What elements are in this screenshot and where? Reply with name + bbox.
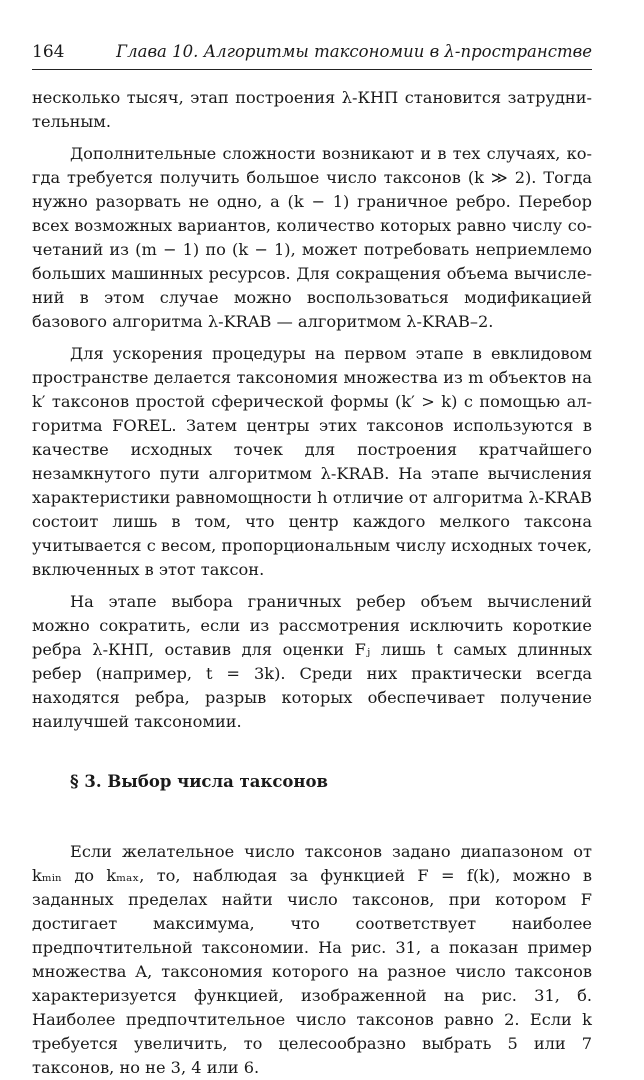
paragraph-continued: несколько тысяч, этап построения λ-КНП становится затруднительным. (32, 88, 592, 131)
page-header (32, 42, 592, 70)
paragraph: Дополнительные сложности возникают и в тех случаях, когда требуется получить большое число таксонов (k ≫ 2). Тогда нужно разорвать не одно, а (k − 1) граничное ребро. Перебор всех возможных вариантов, количество которых равно числу сочетаний из (m − 1) по (k − 1), может потребовать неприемлемо больших машинных ресурсов. Для сокращения объема вычислений в этом случае можно воспользоваться модификацией базового алгоритма λ-KRAB — алгоритмом λ-KRAB–2. (32, 144, 592, 331)
page-number: 164 (32, 42, 65, 62)
section-heading: § 3. Выбор числа таксонов (70, 772, 328, 791)
body-text (32, 86, 592, 1080)
paragraph: Для ускорения процедуры на первом этапе в евклидовом пространстве делается таксономия множества из m объектов на k′ таксонов простой сферической формы (k′ > k) с помощью алгоритма FOREL. Затем центры этих таксонов используются в качестве исходных точек для построения кратчайшего незамкнутого пути алгоритмом λ-KRAB. На этапе вычисления характеристики равномощности h отличие от алгоритма λ-KRAB состоит лишь в том, что центр каждого мелкого таксона учитывается с весом, пропорциональным числу исходных точек, включенных в этот таксон. (32, 344, 592, 579)
running-title: Глава 10. Алгоритмы таксономии в λ-пространстве (116, 42, 592, 61)
book-page (32, 42, 592, 1080)
paragraph: На этапе выбора граничных ребер объем вычислений можно сократить, если из рассмотрения исключить короткие ребра λ-КНП, оставив для оценки Fⱼ лишь t самых длинных ребер (например, t = 3k). Среди них практически всегда находятся ребра, разрыв которых обеспечивает получение наилучшей таксономии. (32, 592, 592, 731)
paragraph: Если желательное число таксонов задано диапазоном от kₘᵢₙ до kₘₐₓ, то, наблюдая за функцией F = f(k), можно в заданных пределах найти число таксонов, при котором F достигает максимума, что соответствует наиболее предпочтительной таксономии. На рис. 31, а показан пример множества A, таксономия которого на разное число таксонов характеризуется функцией, изображенной на рис. 31, б. Наиболее предпочтительное число таксонов равно 2. Если k требуется увеличить, то целесообразно выбрать 5 или 7 таксонов, но не 3, 4 или 6. (32, 842, 592, 1077)
